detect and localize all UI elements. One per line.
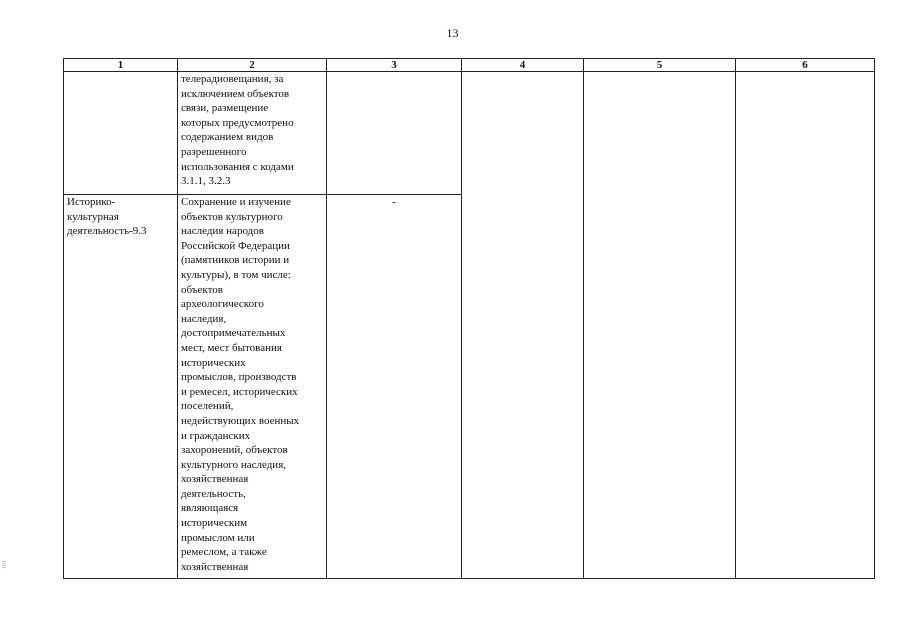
merged-col5 [584, 72, 736, 579]
header-col-6: 6 [736, 59, 875, 72]
row1-col1 [64, 72, 178, 195]
header-col-4: 4 [462, 59, 584, 72]
table-header-row [64, 59, 875, 72]
merged-col6 [736, 72, 875, 579]
row1-col2: телерадиовещания, за исключением объектов связи, размещение которых предусмотрено содержанием видов разрешенного использования с кодами 3.1.1, 3.2.3 [178, 72, 327, 195]
page-number: 13 [446, 26, 459, 40]
row2-col3: - [327, 195, 462, 579]
header-col-3: 3 [327, 59, 462, 72]
table-row [64, 72, 875, 195]
margin-mark: 101 [2, 560, 8, 569]
row2-col1: Историко- культурная деятельность-9.3 [64, 195, 178, 579]
merged-col4 [462, 72, 584, 579]
document-table [63, 58, 875, 579]
row2-col2: Сохранение и изучение объектов культурного наследия народов Российской Федерации (памятников истории и культуры), в том числе: объектов археологического наследия, достопримечательных мест, мест бытования исторических промыслов, производств и ремесел, исторических поселений, недействующих военных и гражданских захоронений, объектов культурного наследия, хозяйственная деятельность, являющаяся историческим промыслом или ремеслом, а также хозяйственная [178, 195, 327, 579]
header-col-1: 1 [64, 59, 178, 72]
row1-col3 [327, 72, 462, 195]
header-col-5: 5 [584, 59, 736, 72]
header-col-2: 2 [178, 59, 327, 72]
